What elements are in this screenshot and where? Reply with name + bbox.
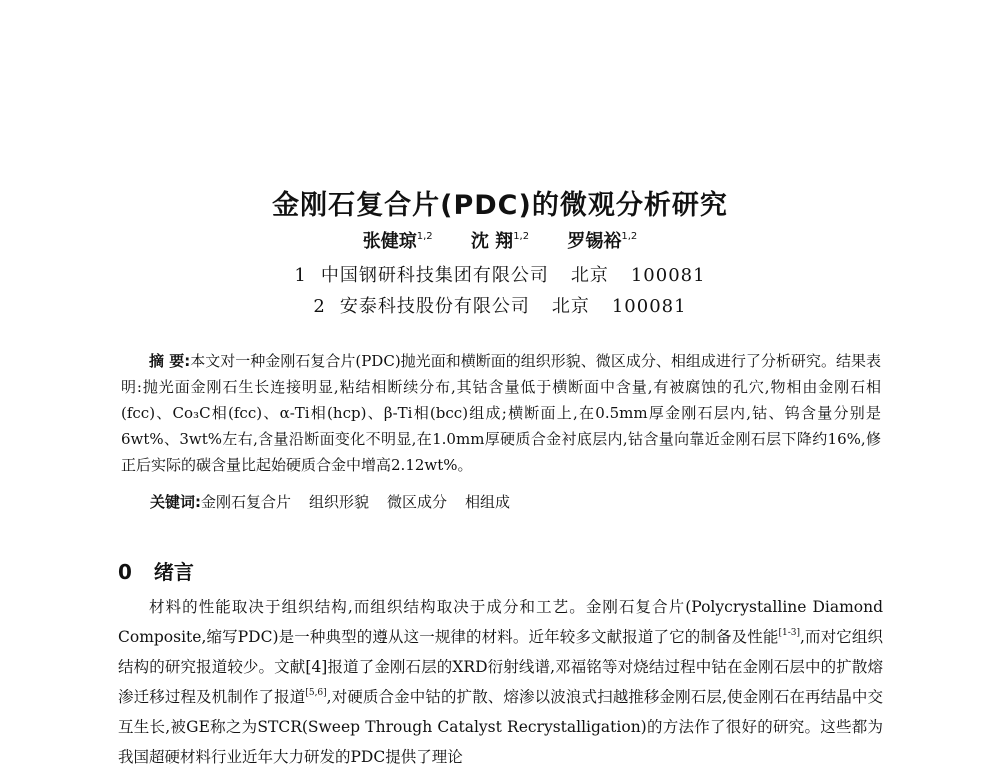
abstract-label: 摘 要:: [149, 352, 191, 370]
author-2: [471, 227, 529, 253]
affiliation-city: 北京: [551, 296, 590, 317]
keyword: 金刚石复合片: [201, 493, 292, 511]
affiliation-number: 2: [313, 296, 326, 317]
body-text-part: ,而对它组织结构的研究报道较少。文献[4]报道了金刚石层的XRD衍射线谱,邓福铭等对烧结过程中钴在金刚石层中的扩散熔渗迁移过程及机制作了报道: [118, 628, 883, 706]
author-name: 罗锡裕: [567, 231, 622, 252]
author-affiliation-marker: 1,2: [416, 231, 433, 242]
affiliation-city: 北京: [570, 265, 609, 286]
keyword: 微区成分: [387, 493, 448, 511]
keyword: 组织形貌: [309, 493, 370, 511]
author-affiliation-marker: 1,2: [513, 231, 530, 242]
affiliation-zip: 100081: [630, 265, 706, 286]
author-3: [567, 227, 637, 253]
affiliation-org: 安泰科技股份有限公司: [339, 296, 530, 317]
section-body: [118, 592, 883, 772]
author-name: 张健琼: [362, 231, 417, 252]
citation-marker: [5,6]: [305, 688, 327, 698]
abstract-text: 本文对一种金刚石复合片(PDC)抛光面和横断面的组织形貌、微区成分、相组成进行了分析研究。结果表明:抛光面金刚石生长连接明显,粘结相断续分布,其钴含量低于横断面中含量,有被腐蚀的孔穴,物相由金刚石相(fcc)、Co₃C相(fcc)、α-Ti相(hcp)、β-Ti相(bcc)组成;横断面上,在0.5mm厚金刚石层内,钴、钨含量分别是6wt%、3wt%左右,含量沿断面变化不明显,在1.0mm厚硬质合金衬底层内,钴含量向靠近金刚石层下降约16%,修正后实际的碳含量比起始硬质合金中增高2.12wt%。: [121, 352, 881, 474]
body-text-part: 材料的性能取决于组织结构,而组织结构取决于成分和工艺。金刚石复合片(Polycrystalline Diamond Composite,缩写PDC)是一种典型的遵从这一规律的材料。近年较多文献报道了它的制备及性能: [118, 598, 883, 646]
affiliation-number: 1: [294, 265, 307, 286]
keywords: [150, 491, 870, 512]
section-heading: [118, 556, 194, 585]
affiliation-1: [0, 261, 1000, 287]
paper-title: 金刚石复合片(PDC)的微观分析研究: [272, 190, 728, 221]
body-text-part: ,对硬质合金中钴的扩散、熔渗以波浪式扫越推移金刚石层,使金刚石在再结晶中交互生长,被GE称之为STCR(Sweep Through Catalyst Recrystalligation)的方法作了很好的研究。这些都为我国超硬材料行业近年大力研发的PDC提供了理论: [118, 688, 883, 766]
section-number: 0: [118, 560, 132, 584]
affiliation-zip: 100081: [611, 296, 687, 317]
affiliation-2: [0, 292, 1000, 318]
keyword: 相组成: [465, 493, 511, 511]
author-list: [0, 227, 1000, 253]
keywords-label: 关键词:: [150, 493, 201, 511]
author-affiliation-marker: 1,2: [621, 231, 638, 242]
citation-marker: [1-3]: [778, 628, 800, 638]
author-name: 沈 翔: [470, 231, 514, 252]
affiliation-org: 中国钢研科技集团有限公司: [320, 265, 549, 286]
abstract: [121, 348, 881, 478]
author-1: [363, 227, 433, 253]
section-title: 绪言: [153, 560, 194, 584]
